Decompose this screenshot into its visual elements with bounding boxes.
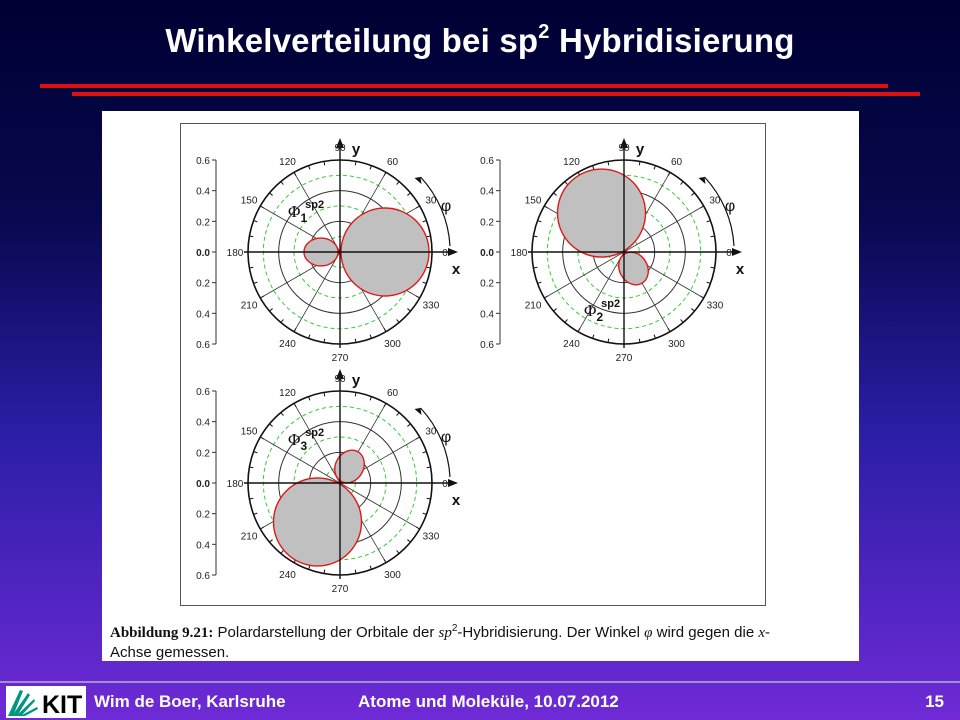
footer-page-number: 15 (925, 692, 944, 711)
angle-label: 270 (615, 353, 633, 364)
angle-tick (407, 424, 410, 427)
phi-arc-arrow (414, 177, 421, 184)
angle-tick (554, 309, 557, 312)
angle-tick (249, 236, 253, 237)
radial-scale-label: 0.2 (480, 278, 494, 290)
angle-tick (608, 161, 609, 165)
angle-tick (370, 335, 371, 339)
angle-tick (355, 339, 356, 343)
footer-divider (0, 681, 960, 683)
angle-tick (407, 193, 410, 196)
phi-label: φ (440, 198, 452, 215)
grid-spoke (544, 252, 624, 298)
x-axis-arrow (448, 479, 458, 487)
angle-tick (427, 267, 431, 268)
angle-tick (260, 437, 263, 439)
y-axis-label: y (635, 141, 645, 158)
angle-tick (654, 166, 655, 170)
angle-tick (397, 182, 400, 185)
figure-panel (102, 111, 859, 661)
angle-label: 330 (422, 300, 440, 312)
angle-tick (260, 206, 263, 208)
angle-label: 300 (384, 569, 401, 581)
angle-tick (384, 559, 386, 562)
angle-tick (639, 161, 640, 165)
angle-tick (668, 328, 670, 331)
footer-author: Wim de Boer, Karlsruhe (94, 692, 286, 711)
angle-tick (384, 172, 386, 175)
angle-tick (309, 566, 310, 570)
polar-plots-figure (102, 111, 859, 611)
angle-tick (324, 570, 325, 574)
angle-tick (355, 570, 356, 574)
angle-tick (565, 182, 568, 185)
caption-sup: 2 (451, 623, 458, 634)
angle-label: 210 (524, 300, 542, 312)
radial-scale-label: 0.2 (480, 217, 494, 229)
angle-tick (397, 550, 400, 553)
x-axis-arrow (448, 248, 458, 256)
radial-scale-label: 0.4 (480, 309, 494, 321)
orbital-label: $\Phi_2sp2$ (584, 298, 621, 324)
angle-tick (397, 413, 400, 416)
caption-label: Abbildung 9.21: (110, 625, 214, 641)
angle-label: 150 (524, 195, 542, 207)
radial-scale-label: 0.4 (196, 417, 210, 429)
angle-label: 120 (279, 388, 296, 400)
figure-caption (110, 619, 850, 663)
slide-title-sup: 2 (538, 21, 550, 43)
polar-plot-3 (196, 369, 461, 595)
radial-scale-label: 0.6 (480, 340, 494, 351)
angle-tick (691, 309, 694, 312)
angle-tick (294, 172, 296, 175)
x-axis-label: x (451, 492, 461, 509)
angle-tick (370, 166, 371, 170)
angle-tick (423, 452, 427, 453)
angle-tick (544, 206, 547, 208)
angle-label: 30 (425, 426, 437, 438)
angle-label: 180 (226, 479, 244, 490)
radial-scale-label: 0.0 (196, 479, 210, 490)
angle-tick (427, 498, 431, 499)
caption-text-d: - (765, 624, 771, 641)
angle-label: 330 (706, 300, 724, 312)
angle-tick (681, 182, 684, 185)
caption-text-c: wird gegen die (652, 624, 759, 641)
angle-tick (281, 319, 284, 322)
angle-tick (254, 221, 258, 222)
angle-label: 270 (331, 353, 349, 364)
kit-logo (6, 686, 86, 718)
caption-text-a: Polardarstellung der Orbitale der (213, 624, 439, 641)
caption-text-b: -Hybridisierung. Der Winkel (457, 624, 645, 641)
large-lobe (274, 478, 362, 566)
angle-label: 150 (240, 195, 258, 207)
angle-tick (270, 424, 273, 427)
angle-label: 300 (668, 338, 685, 350)
angle-tick (538, 282, 542, 283)
angle-tick (700, 296, 703, 298)
angle-tick (427, 236, 431, 237)
angle-tick (578, 328, 580, 331)
angle-tick (254, 513, 258, 514)
angle-label: 60 (386, 388, 399, 400)
angle-label: 60 (386, 157, 399, 169)
polar-plot-2 (480, 138, 745, 364)
angle-tick (249, 467, 253, 468)
angle-label: 120 (279, 157, 296, 169)
angle-tick (294, 403, 296, 406)
angle-tick (700, 206, 703, 208)
angle-tick (654, 335, 655, 339)
radial-scale-label: 0.4 (196, 186, 210, 198)
caption-phi: φ (644, 625, 653, 641)
angle-tick (416, 527, 419, 529)
angle-label: 240 (279, 338, 296, 350)
angle-label: 120 (563, 157, 580, 169)
angle-tick (355, 161, 356, 165)
angle-tick (260, 296, 263, 298)
radial-scale-label: 0.0 (196, 248, 210, 259)
angle-tick (309, 397, 310, 401)
angle-tick (639, 339, 640, 343)
angle-label: 240 (279, 569, 296, 581)
phi-arc-arrow (414, 408, 421, 415)
angle-tick (270, 309, 273, 312)
angle-tick (370, 397, 371, 401)
angle-label: 210 (240, 531, 258, 543)
caption-x: x (758, 625, 766, 641)
radial-scale-label: 0.4 (480, 186, 494, 198)
angle-tick (281, 550, 284, 553)
radial-scale-label: 0.2 (196, 509, 210, 521)
x-axis-label: x (735, 261, 745, 278)
angle-tick (423, 513, 427, 514)
angle-tick (309, 335, 310, 339)
angle-tick (423, 282, 427, 283)
angle-tick (309, 166, 310, 170)
angle-label: 180 (226, 248, 244, 259)
radial-scale-label: 0.6 (196, 340, 210, 351)
angle-tick (270, 193, 273, 196)
angle-tick (416, 437, 419, 439)
angle-tick (707, 221, 711, 222)
angle-label: 300 (384, 338, 401, 350)
title-underline-1 (40, 84, 888, 88)
angle-tick (249, 498, 253, 499)
angle-tick (593, 166, 594, 170)
angle-tick (416, 206, 419, 208)
angle-tick (608, 339, 609, 343)
angle-tick (281, 182, 284, 185)
orbital-label: $\Phi_1sp2$ (288, 199, 325, 225)
radial-scale-label: 0.6 (480, 156, 494, 167)
angle-label: 90 (334, 143, 346, 154)
angle-label: 0 (442, 479, 448, 490)
title-underline-2 (72, 92, 920, 96)
angle-tick (270, 540, 273, 543)
large-lobe (558, 169, 646, 257)
radial-scale-label: 0.2 (196, 278, 210, 290)
angle-label: 60 (670, 157, 683, 169)
angle-tick (711, 236, 715, 237)
angle-label: 0 (442, 248, 448, 259)
radial-scale-label: 0.2 (196, 217, 210, 229)
polar-plot-1 (196, 138, 461, 364)
footer-course: Atome und Moleküle, 10.07.2012 (358, 692, 619, 711)
radial-scale-label: 0.2 (196, 448, 210, 460)
x-axis-arrow (732, 248, 742, 256)
phi-arc-arrow (698, 177, 705, 184)
x-axis-label: x (451, 261, 461, 278)
angle-tick (533, 236, 537, 237)
angle-label: 240 (563, 338, 580, 350)
angle-tick (324, 339, 325, 343)
radial-scale-label: 0.4 (196, 540, 210, 552)
angle-tick (254, 282, 258, 283)
radial-scale-label: 0.6 (196, 156, 210, 167)
angle-tick (324, 392, 325, 396)
angle-tick (324, 161, 325, 165)
angle-tick (370, 566, 371, 570)
angle-tick (593, 335, 594, 339)
angle-tick (416, 296, 419, 298)
angle-label: 150 (240, 426, 258, 438)
phi-label: φ (440, 429, 452, 446)
angle-tick (565, 319, 568, 322)
angle-tick (423, 221, 427, 222)
angle-tick (384, 328, 386, 331)
angle-label: 90 (618, 143, 630, 154)
angle-tick (427, 467, 431, 468)
angle-label: 270 (331, 584, 349, 595)
angle-label: 30 (709, 195, 721, 207)
angle-tick (407, 540, 410, 543)
angle-tick (668, 172, 670, 175)
caption-sp: sp (438, 625, 452, 641)
orbital-label: $\Phi_3sp2$ (288, 427, 325, 453)
angle-tick (260, 527, 263, 529)
radial-scale-label: 0.0 (480, 248, 494, 259)
angle-tick (355, 392, 356, 396)
angle-tick (249, 267, 253, 268)
slide-title-main: Winkelverteilung bei sp (165, 22, 539, 59)
angle-tick (281, 413, 284, 416)
angle-tick (294, 328, 296, 331)
angle-label: 30 (425, 195, 437, 207)
angle-label: 180 (510, 248, 528, 259)
radial-scale-label: 0.6 (196, 571, 210, 582)
angle-tick (681, 319, 684, 322)
phi-label: φ (724, 198, 736, 215)
caption-line2: Achse gemessen. (110, 644, 230, 661)
angle-tick (384, 403, 386, 406)
radial-scale-label: 0.4 (196, 309, 210, 321)
angle-tick (544, 296, 547, 298)
angle-tick (397, 319, 400, 322)
angle-tick (691, 193, 694, 196)
angle-label: 210 (240, 300, 258, 312)
angle-tick (254, 452, 258, 453)
angle-tick (554, 193, 557, 196)
angle-tick (711, 267, 715, 268)
angle-tick (407, 309, 410, 312)
angle-tick (707, 282, 711, 283)
angle-tick (538, 221, 542, 222)
angle-label: 0 (726, 248, 732, 259)
angle-tick (533, 267, 537, 268)
y-axis-label: y (351, 141, 361, 158)
slide-title (0, 22, 960, 60)
slide-title-rest: Hybridisierung (549, 22, 795, 59)
angle-label: 90 (334, 374, 346, 385)
radial-scale-label: 0.6 (196, 387, 210, 398)
angle-label: 330 (422, 531, 440, 543)
kit-logo-text: KIT (42, 691, 83, 718)
y-axis-label: y (351, 372, 361, 389)
